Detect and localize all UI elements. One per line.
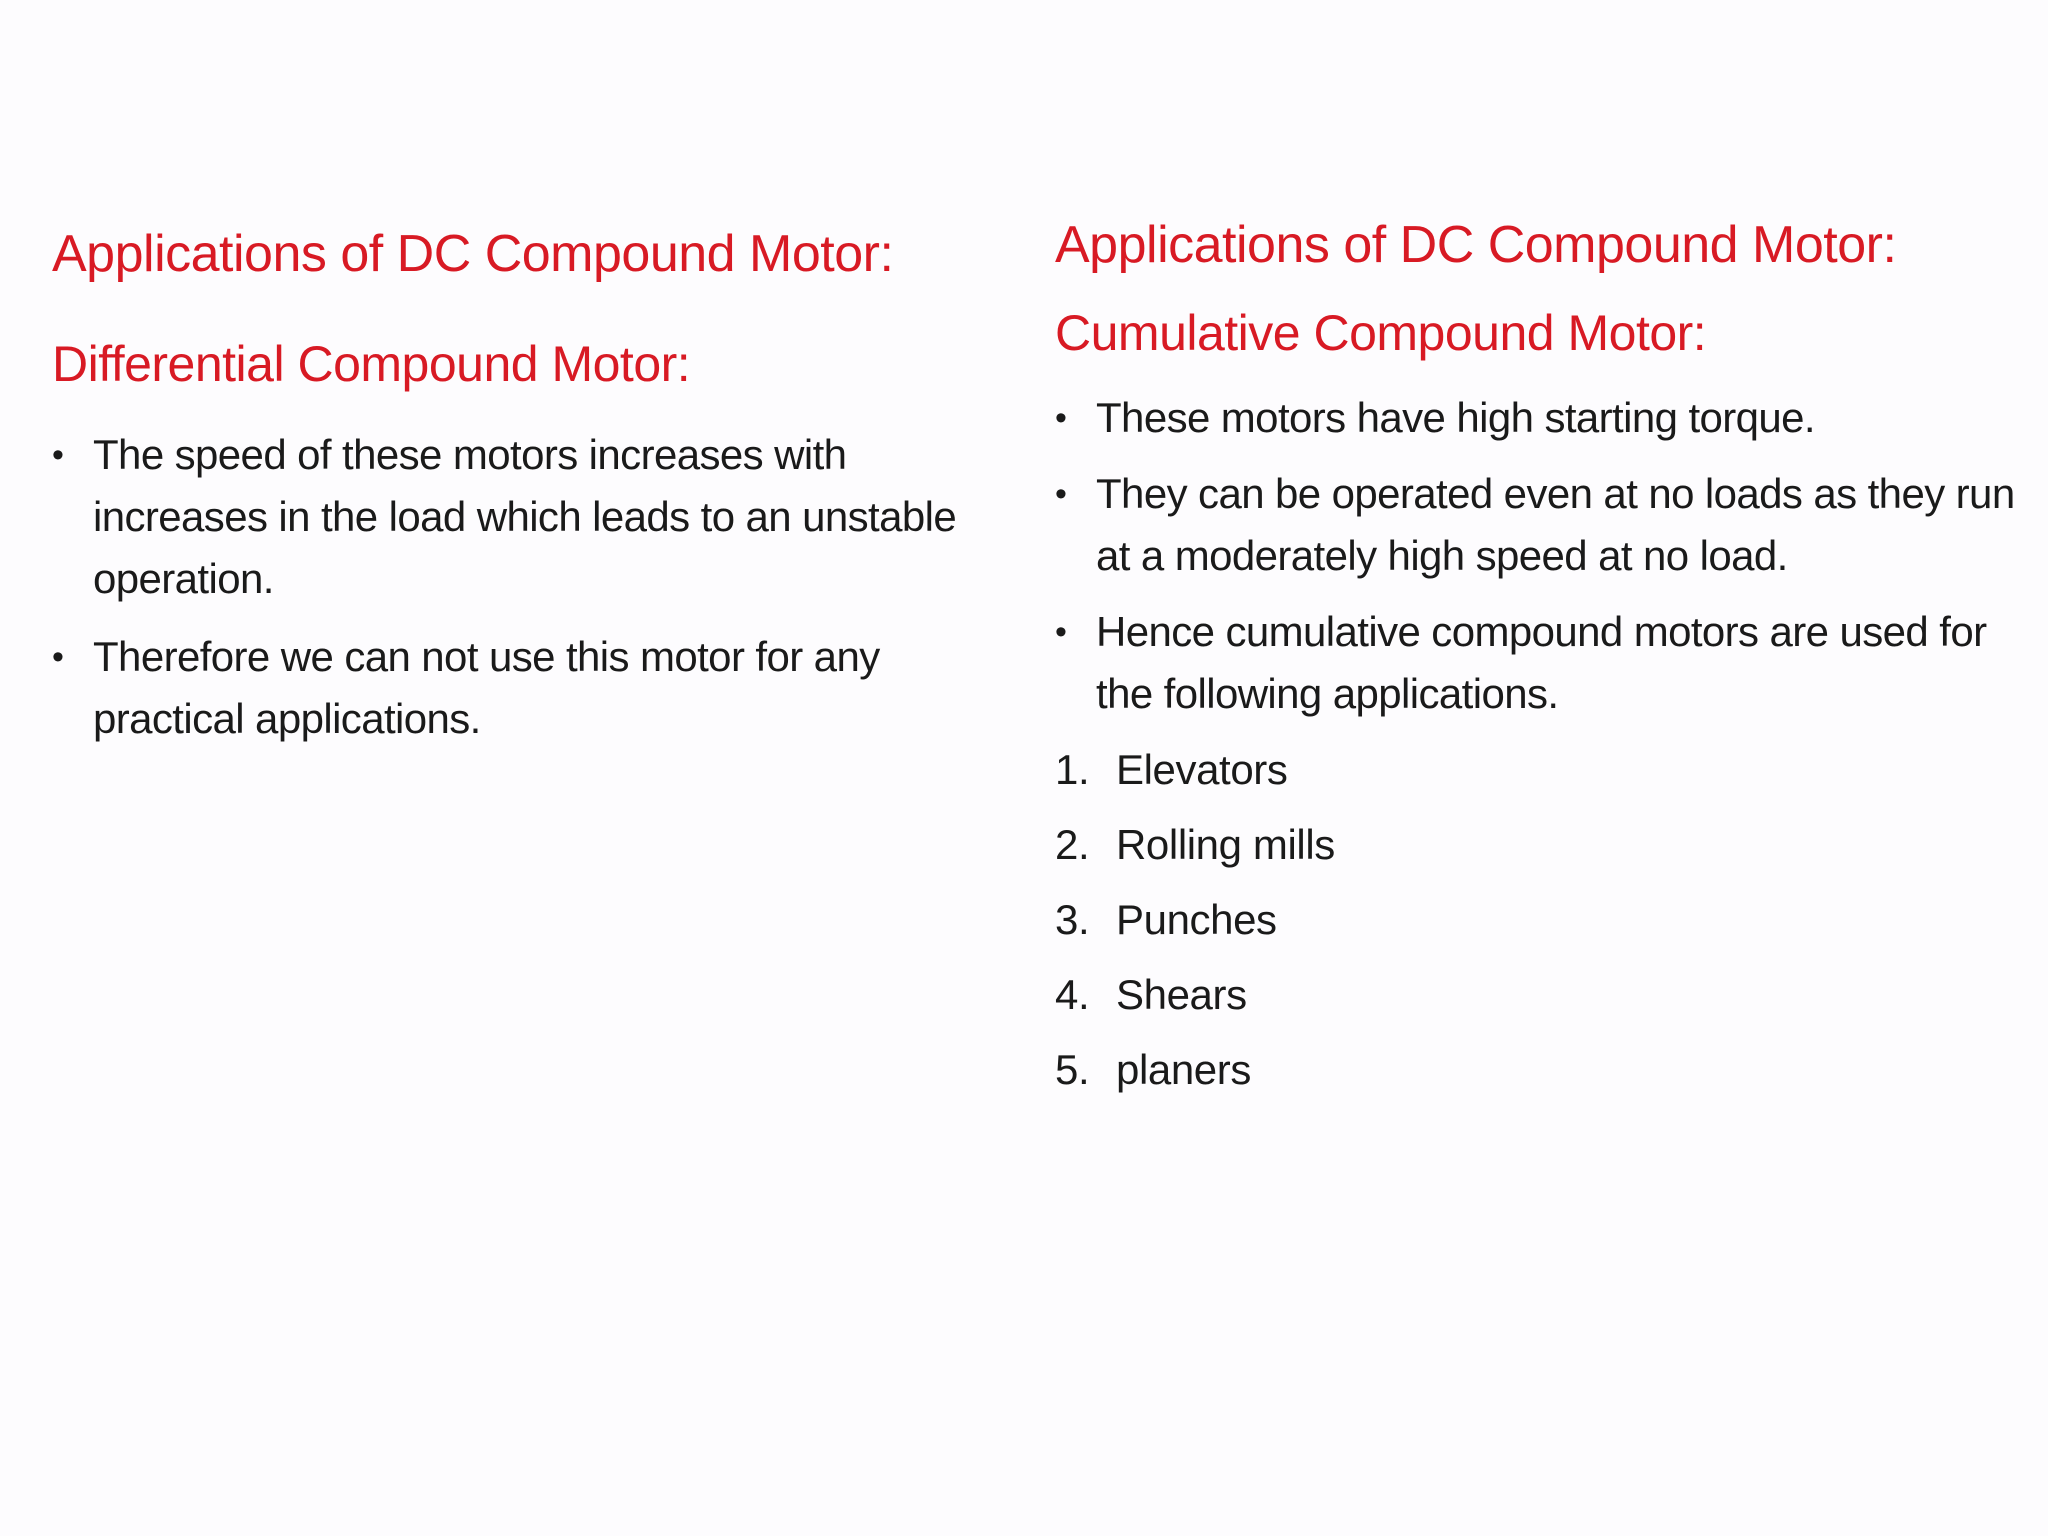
application-item [1055, 1039, 2030, 1101]
slide-title: Applications of DC Compound Motor: [52, 225, 894, 283]
bullet-text: Hence cumulative compound motors are used for the following applications. [1096, 608, 1987, 717]
item-number: 1. [1055, 746, 1090, 793]
bullet-icon: • [1055, 399, 1067, 437]
bullet-icon: • [1055, 475, 1067, 513]
application-item [1055, 964, 2030, 1026]
bullet-text: The speed of these motors increases with increases in the load which leads to an unstable operation. [93, 431, 957, 602]
item-label: Shears [1116, 971, 1247, 1018]
differential-motor-slide [52, 0, 982, 1536]
bullet-icon: • [52, 436, 64, 474]
list-item [52, 626, 982, 750]
bullet-text: They can be operated even at no loads as they run at a moderately high speed at no load. [1096, 470, 2015, 579]
item-label: Elevators [1116, 746, 1288, 793]
list-item [52, 424, 982, 610]
bullet-icon: • [1055, 613, 1067, 651]
section-subtitle: Cumulative Compound Motor: [1055, 305, 1707, 361]
applications-list [1055, 739, 2030, 1101]
application-item [1055, 739, 2030, 801]
item-label: Punches [1116, 896, 1277, 943]
list-item [1055, 463, 2030, 587]
application-item [1055, 889, 2030, 951]
list-item [1055, 387, 2030, 449]
bullet-text: These motors have high starting torque. [1096, 394, 1816, 441]
item-number: 4. [1055, 971, 1090, 1018]
cumulative-motor-slide [1055, 0, 2030, 1536]
item-number: 3. [1055, 896, 1090, 943]
bullet-list [1055, 387, 2030, 725]
item-number: 5. [1055, 1046, 1090, 1093]
slide-title: Applications of DC Compound Motor: [1055, 216, 1897, 274]
item-number: 2. [1055, 821, 1090, 868]
item-label: planers [1116, 1046, 1251, 1093]
item-label: Rolling mills [1116, 821, 1335, 868]
application-item [1055, 814, 2030, 876]
section-subtitle: Differential Compound Motor: [52, 336, 691, 392]
bullet-text: Therefore we can not use this motor for any practical applications. [93, 633, 880, 742]
bullet-icon: • [52, 638, 64, 676]
bullet-list [52, 424, 982, 750]
list-item [1055, 601, 2030, 725]
